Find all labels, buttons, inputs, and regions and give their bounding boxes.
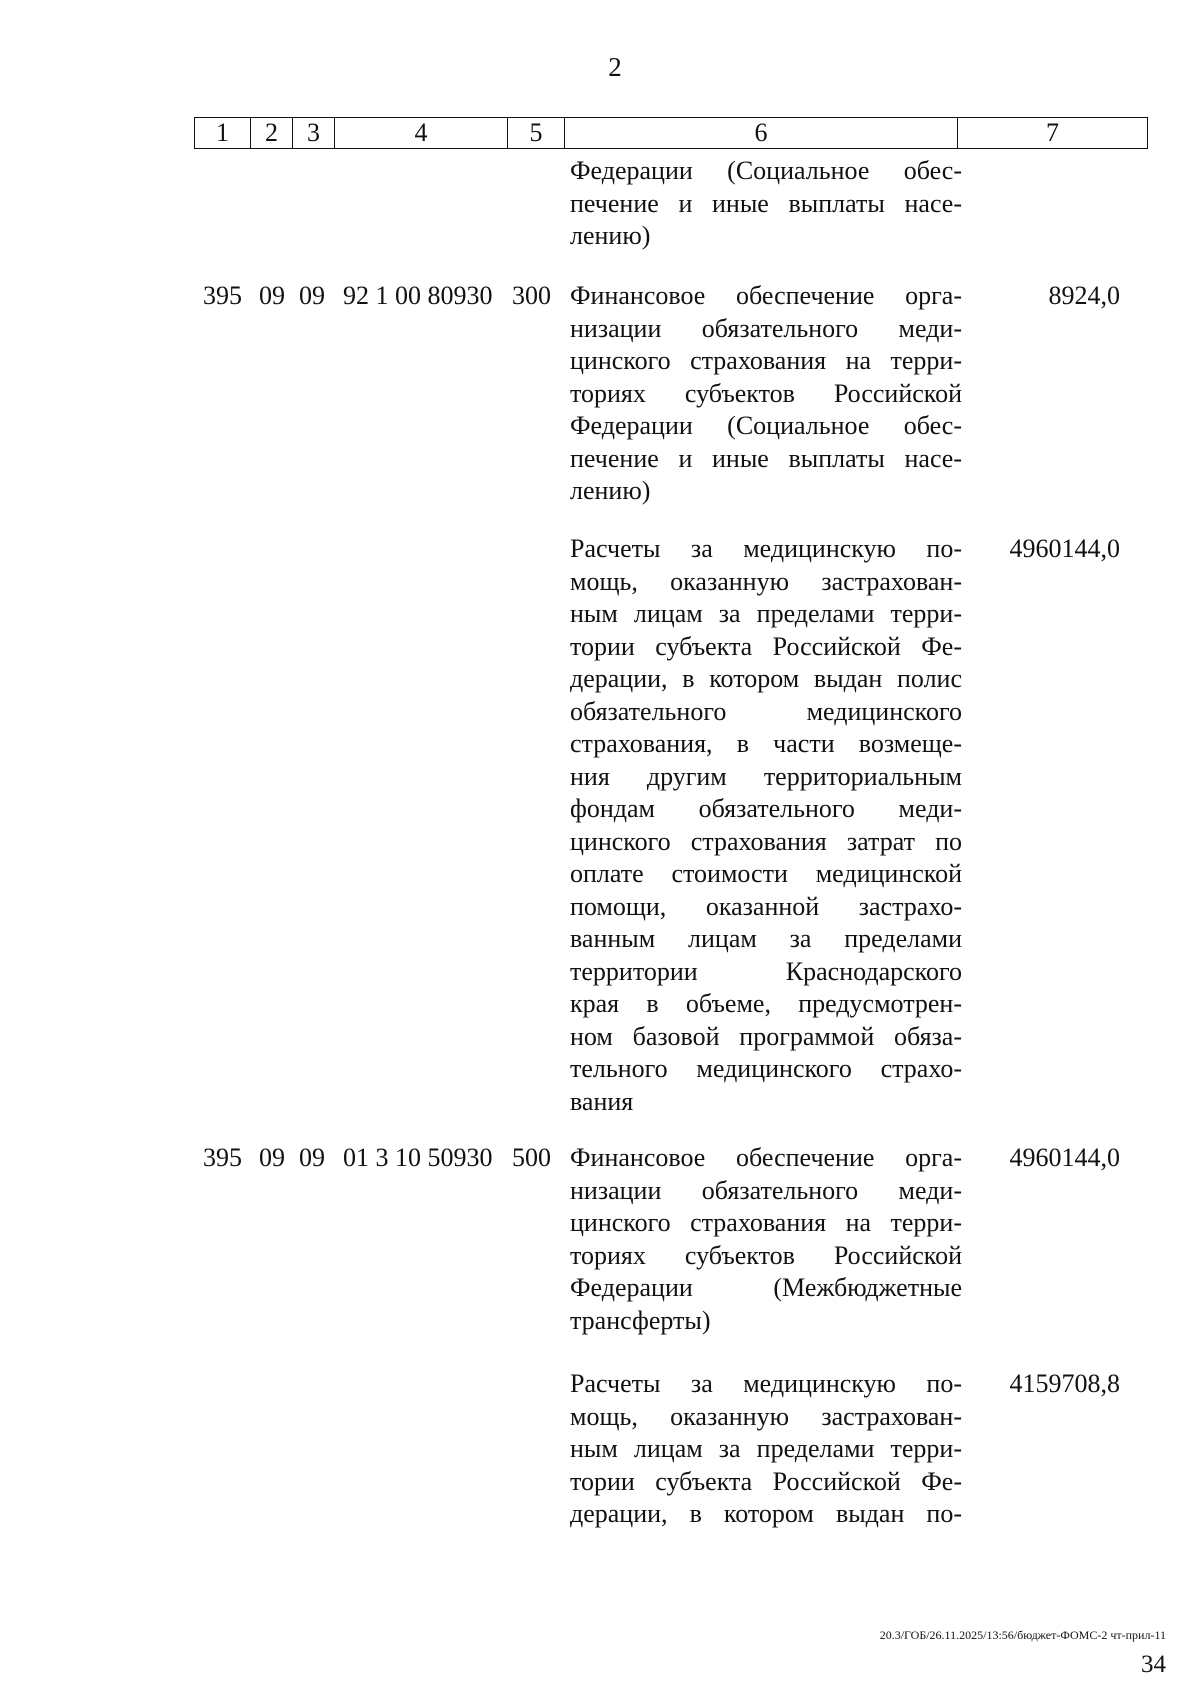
code-col2: 09 [259, 1143, 285, 1172]
code-col3: 09 [299, 281, 325, 310]
row-amount: 8924,0 [1048, 281, 1120, 310]
description-line: мощь, оказанную застрахован- [570, 1401, 962, 1431]
description-line: помощи, оказанной застрахо- [570, 891, 962, 921]
description-line: дерации, в котором выдан по- [570, 1499, 962, 1528]
code-col5: 300 [512, 281, 551, 310]
code-col2: 09 [259, 281, 285, 310]
description-line: оплате стоимости медицинской [570, 859, 962, 888]
description-line: тории субъекта Российской Фе- [570, 631, 962, 661]
column-header-1: 1 [195, 118, 251, 149]
description-line: лению) [570, 476, 651, 505]
sheet-number: 34 [1141, 1651, 1166, 1678]
description-line: ториях субъектов Российской [570, 378, 962, 408]
code-col4: 92 1 00 80930 [343, 281, 493, 310]
document-footer-code: 20.3/ГОБ/26.11.2025/13:56/бюджет-ФОМС-2 чт-прил-11 [879, 1628, 1166, 1642]
row-description [570, 1142, 962, 1337]
description-line: ванным лицам за пределами [570, 924, 962, 953]
description-line: лению) [570, 221, 651, 250]
description-line: ным лицам за пределами терри- [570, 599, 962, 628]
description-line: Финансовое обеспечение орга- [570, 1143, 962, 1172]
description-line: низации обязательного меди- [570, 1175, 962, 1205]
description-line: цинского страхования на терри- [570, 346, 962, 375]
description-line: тории субъекта Российской Фе- [570, 1466, 962, 1496]
description-line: цинского страхования на терри- [570, 1208, 962, 1237]
column-header-2: 2 [251, 118, 293, 149]
description-line: вания [570, 1086, 634, 1116]
column-header-table [194, 117, 1148, 149]
description-line: ния другим территориальным [570, 761, 962, 791]
description-line: Расчеты за медицинскую по- [570, 534, 962, 563]
description-line: Финансовое обеспечение орга- [570, 281, 962, 310]
description-line: края в объеме, предусмотрен- [570, 989, 962, 1018]
row-amount: 4159708,8 [1009, 1369, 1120, 1398]
description-line: территории Краснодарского [570, 956, 962, 986]
description-line: печение и иные выплаты насе- [570, 443, 962, 473]
code-col1: 395 [203, 1143, 242, 1172]
row-description [570, 1368, 962, 1531]
description-line: трансферты) [570, 1305, 711, 1335]
page-number: 2 [608, 52, 622, 82]
row-amount: 4960144,0 [1009, 534, 1120, 563]
row-description [570, 280, 962, 508]
row-amount: 4960144,0 [1009, 1143, 1120, 1172]
column-header-6: 6 [565, 118, 958, 149]
column-header-7: 7 [958, 118, 1148, 149]
description-line: ториях субъектов Российской [570, 1240, 962, 1270]
description-line: цинского страхования затрат по [570, 826, 962, 856]
row-description [570, 533, 962, 1118]
description-line: ном базовой программой обяза- [570, 1021, 962, 1051]
column-header-5: 5 [508, 118, 565, 149]
row-description [570, 155, 962, 253]
description-line: дерации, в котором выдан полис [570, 664, 962, 693]
code-col4: 01 3 10 50930 [343, 1143, 493, 1172]
description-line: тельного медицинского страхо- [570, 1054, 962, 1083]
description-line: Федерации (Межбюджетные [570, 1273, 962, 1302]
description-line: обязательного медицинского [570, 696, 962, 726]
description-line: ным лицам за пределами терри- [570, 1434, 962, 1463]
code-col1: 395 [203, 281, 242, 310]
description-line: низации обязательного меди- [570, 313, 962, 343]
description-line: фондам обязательного меди- [570, 794, 962, 823]
code-col3: 09 [299, 1143, 325, 1172]
column-header-3: 3 [293, 118, 335, 149]
description-line: печение и иные выплаты насе- [570, 188, 962, 218]
column-header-4: 4 [335, 118, 508, 149]
description-line: Федерации (Социальное обес- [570, 156, 962, 185]
description-line: мощь, оказанную застрахован- [570, 566, 962, 596]
description-line: Федерации (Социальное обес- [570, 411, 962, 440]
code-col5: 500 [512, 1143, 551, 1172]
description-line: страхования, в части возмеще- [570, 729, 962, 758]
description-line: Расчеты за медицинскую по- [570, 1369, 962, 1398]
